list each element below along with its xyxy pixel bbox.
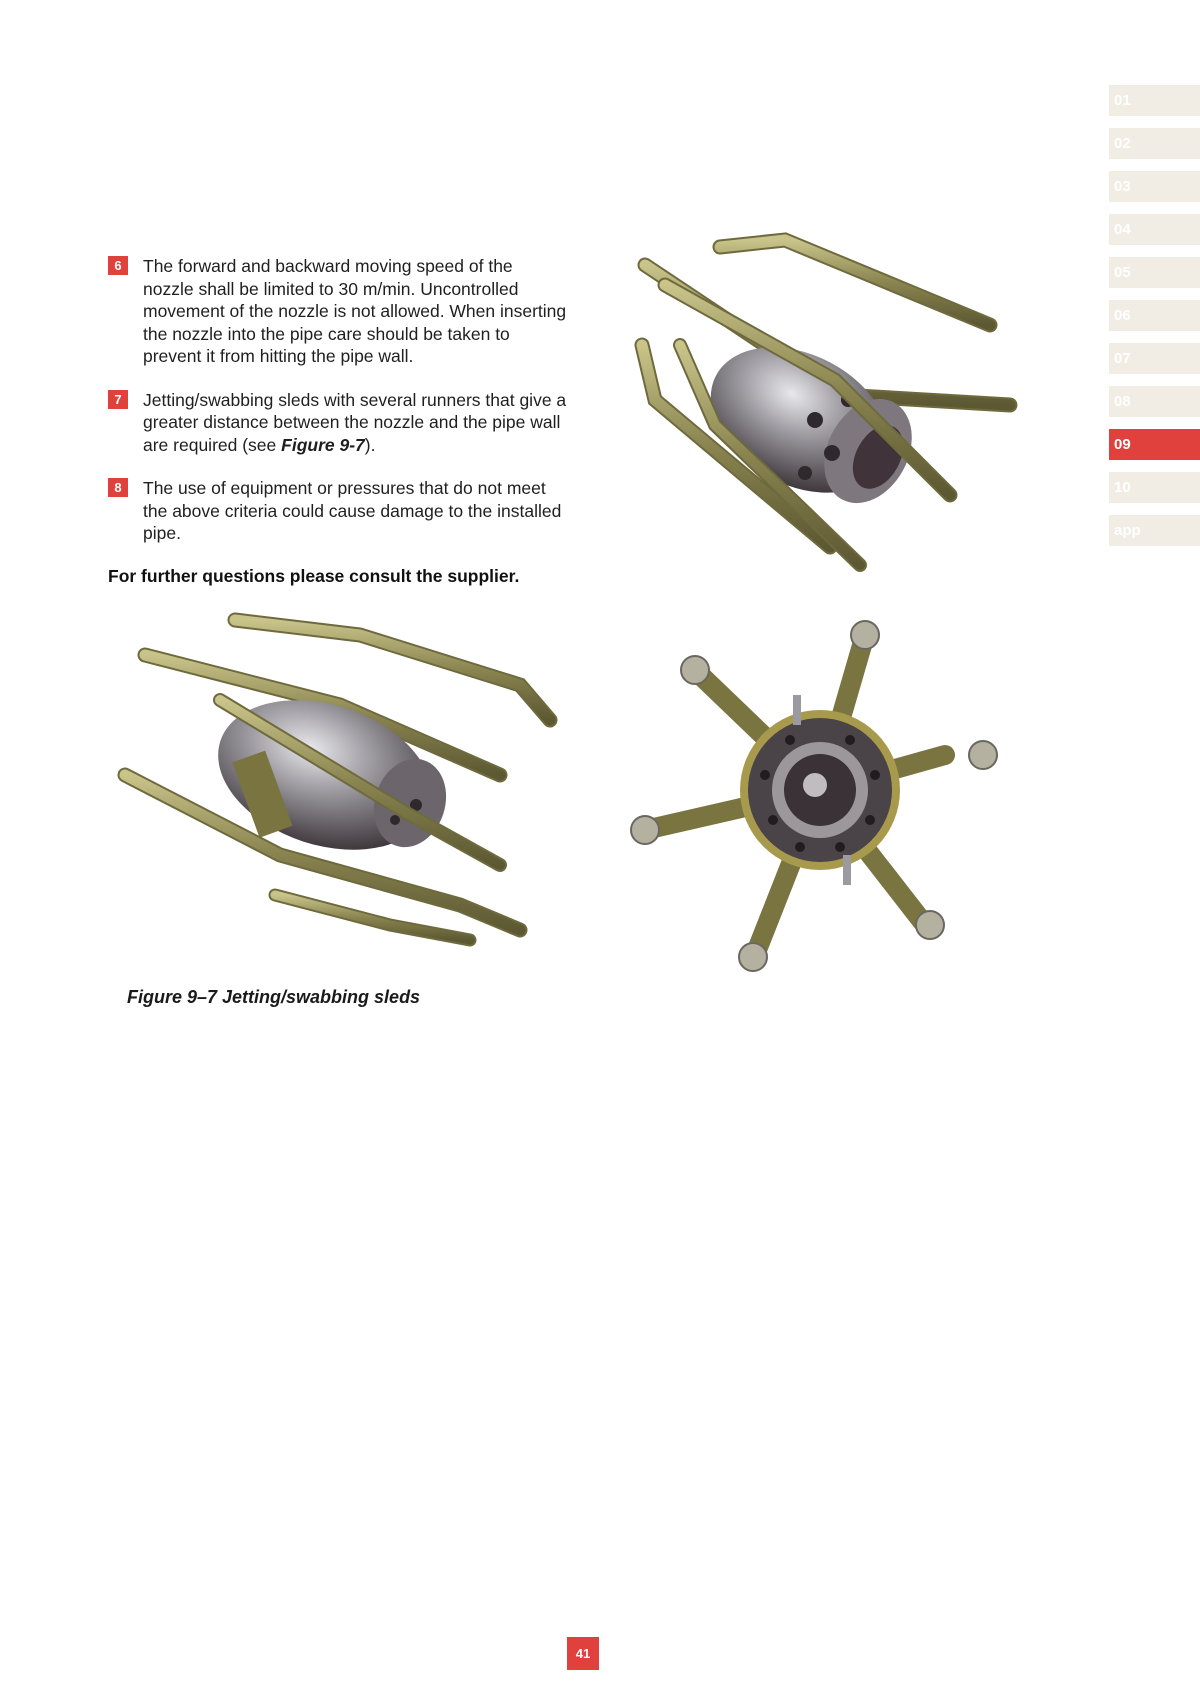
chapter-tab-02[interactable]: 02 (1109, 128, 1200, 159)
list-item-6 (108, 255, 568, 368)
chapter-tab-10[interactable]: 10 (1109, 472, 1200, 503)
chapter-tab-05[interactable]: 05 (1109, 257, 1200, 288)
chapter-tabs (1109, 85, 1200, 558)
item-text-end: ). (364, 434, 376, 455)
chapter-tab-06[interactable]: 06 (1109, 300, 1200, 331)
item-number-badge: 6 (108, 256, 128, 275)
chapter-tab-01[interactable]: 01 (1109, 85, 1200, 116)
sled-photo-front-view (625, 615, 1005, 985)
page-number: 41 (567, 1637, 599, 1670)
item-text: Jetting/swabbing sleds with several runners that give a greater distance between the nozzle and the pipe wall are required (see (143, 389, 567, 455)
sled-photo-top-right (620, 225, 1020, 605)
item-number-badge: 8 (108, 478, 128, 497)
list-item-7 (108, 389, 568, 457)
list-item-8 (108, 477, 568, 545)
further-questions-note: For further questions please consult the supplier. (108, 566, 520, 586)
figure-reference-link[interactable]: Figure 9-7 (281, 434, 365, 455)
chapter-tab-08[interactable]: 08 (1109, 386, 1200, 417)
item-number-badge: 7 (108, 390, 128, 409)
numbered-list (108, 255, 568, 566)
sled-photo-bottom-left (110, 605, 570, 965)
item-text: The use of equipment or pressures that do not meet the above criteria could cause damage to the installed pipe. (143, 478, 562, 543)
chapter-tab-07[interactable]: 07 (1109, 343, 1200, 374)
chapter-tab-04[interactable]: 04 (1109, 214, 1200, 245)
figure-caption: Figure 9–7 Jetting/swabbing sleds (127, 987, 421, 1007)
chapter-tab-09[interactable]: 09 (1109, 429, 1200, 460)
chapter-tab-app[interactable]: app (1109, 515, 1200, 546)
chapter-tab-03[interactable]: 03 (1109, 171, 1200, 202)
item-text: The forward and backward moving speed of the nozzle shall be limited to 30 m/min. Uncontrolled movement of the nozzle is not allowed. When inserting the nozzle into the pipe care should be taken to prevent it from hitting the pipe wall. (143, 256, 567, 366)
